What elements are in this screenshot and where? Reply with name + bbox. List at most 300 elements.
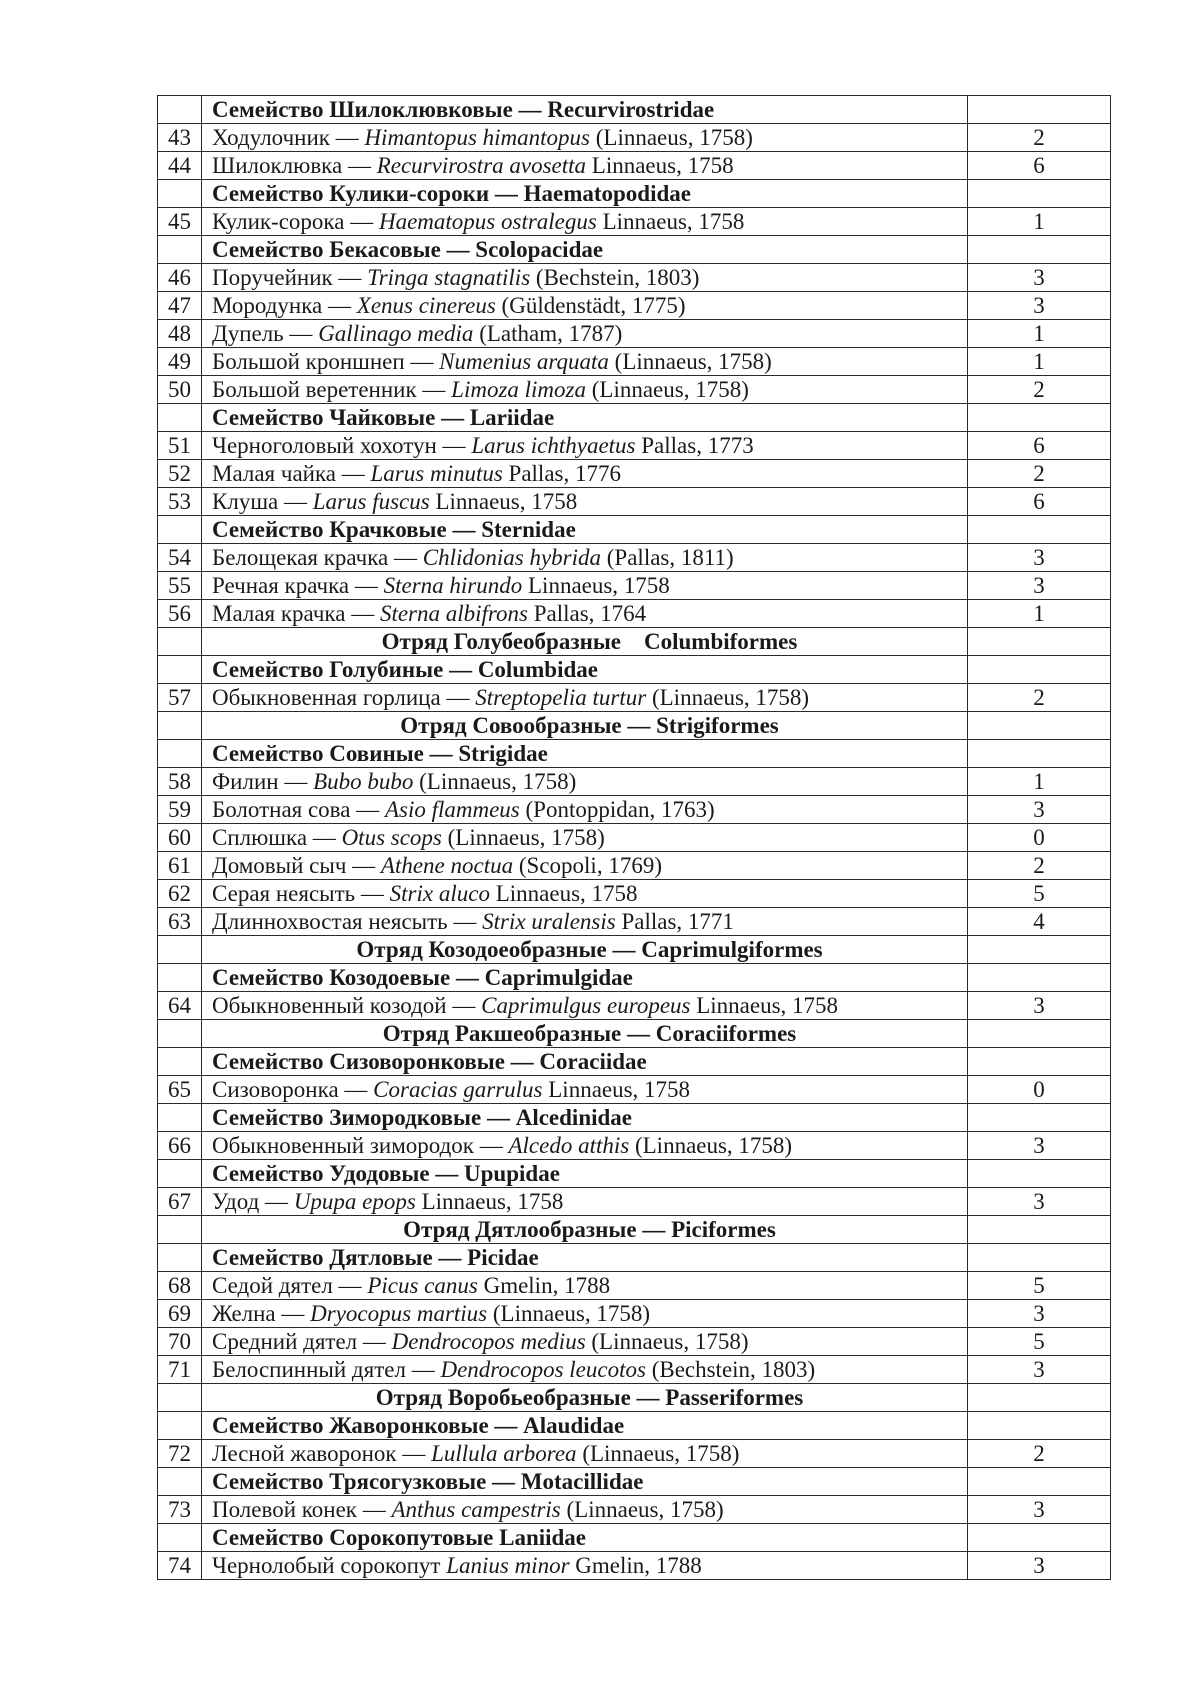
- species-name: [202, 824, 968, 852]
- order-title: Отряд Воробьеобразные — Passeriformes: [202, 1384, 968, 1412]
- row-number: [158, 1104, 202, 1132]
- author-year: (Linnaeus, 1758): [585, 1329, 749, 1354]
- species-name: [202, 880, 968, 908]
- row-number: [158, 96, 202, 124]
- author-year: (Pallas, 1811): [601, 545, 734, 570]
- russian-name: Серая неясыть —: [212, 881, 390, 906]
- row-number: 62: [158, 880, 202, 908]
- species-name: [202, 488, 968, 516]
- author-year: (Linnaeus, 1758): [646, 685, 810, 710]
- order-header-row: [158, 628, 1111, 656]
- latin-name: Lullula arborea: [431, 1441, 577, 1466]
- order-title: Отряд Дятлообразные — Piciformes: [202, 1216, 968, 1244]
- abundance-value: 1: [968, 320, 1111, 348]
- order-title: Отряд Совообразные — Strigiformes: [202, 712, 968, 740]
- row-number: [158, 656, 202, 684]
- latin-name: Otus scops: [341, 825, 442, 850]
- abundance-value: [968, 516, 1111, 544]
- row-number: [158, 964, 202, 992]
- author-year: (Linnaeus, 1758): [586, 377, 749, 402]
- row-number: 47: [158, 292, 202, 320]
- species-name: [202, 572, 968, 600]
- russian-name: Черноголовый хохотун —: [212, 433, 472, 458]
- abundance-value: 3: [968, 1496, 1111, 1524]
- author-year: Pallas, 1764: [527, 601, 647, 626]
- species-row: [158, 600, 1111, 628]
- abundance-value: 4: [968, 908, 1111, 936]
- russian-name: Большой веретенник —: [212, 377, 452, 402]
- russian-name: Болотная сова —: [212, 797, 385, 822]
- family-title: Семейство Удодовые — Upupidae: [202, 1160, 968, 1188]
- row-number: 56: [158, 600, 202, 628]
- author-year: (Linnaeus, 1758): [576, 1441, 740, 1466]
- species-name: [202, 1328, 968, 1356]
- species-row: [158, 1496, 1111, 1524]
- order-header-row: [158, 1384, 1111, 1412]
- russian-name: Обыкновенный козодой —: [212, 993, 482, 1018]
- species-row: [158, 824, 1111, 852]
- latin-name: Tringa stagnatilis: [367, 265, 531, 290]
- russian-name: Ходулочник —: [212, 125, 365, 150]
- row-number: 57: [158, 684, 202, 712]
- row-number: 52: [158, 460, 202, 488]
- family-header-row: [158, 1524, 1111, 1552]
- species-name: [202, 1188, 968, 1216]
- abundance-value: 3: [968, 1300, 1111, 1328]
- row-number: 59: [158, 796, 202, 824]
- row-number: [158, 1244, 202, 1272]
- russian-name: Длиннохвостая неясыть —: [212, 909, 483, 934]
- row-number: [158, 712, 202, 740]
- author-year: (Linnaeus, 1758): [608, 349, 772, 374]
- species-name: [202, 600, 968, 628]
- species-name: [202, 684, 968, 712]
- species-name: [202, 124, 968, 152]
- author-year: (Linnaeus, 1758): [629, 1133, 793, 1158]
- family-header-row: [158, 1104, 1111, 1132]
- species-name: [202, 264, 968, 292]
- russian-name: Сизоворонка —: [212, 1077, 374, 1102]
- author-year: (Scopoli, 1769): [513, 853, 662, 878]
- latin-name: Larus fuscus: [312, 489, 430, 514]
- author-year: (Bechstein, 1803): [530, 265, 700, 290]
- author-year: Gmelin, 1788: [569, 1553, 702, 1578]
- abundance-value: [968, 1048, 1111, 1076]
- species-row: [158, 572, 1111, 600]
- latin-name: Alcedo atthis: [508, 1133, 630, 1158]
- abundance-value: 2: [968, 460, 1111, 488]
- author-year: (Linnaeus, 1758): [589, 125, 753, 150]
- abundance-value: [968, 740, 1111, 768]
- order-title: Отряд Голубеобразные Columbiformes: [202, 628, 968, 656]
- row-number: [158, 740, 202, 768]
- abundance-value: [968, 180, 1111, 208]
- species-row: [158, 880, 1111, 908]
- family-title: Семейство Сизоворонковые — Coraciidae: [202, 1048, 968, 1076]
- species-row: [158, 992, 1111, 1020]
- russian-name: Мородунка —: [212, 293, 357, 318]
- species-table-body: [158, 96, 1111, 1580]
- abundance-value: 6: [968, 432, 1111, 460]
- row-number: [158, 516, 202, 544]
- species-name: [202, 1076, 968, 1104]
- species-row: [158, 264, 1111, 292]
- species-row: [158, 1188, 1111, 1216]
- species-name: [202, 908, 968, 936]
- row-number: 53: [158, 488, 202, 516]
- row-number: [158, 628, 202, 656]
- latin-name: Upupa epops: [293, 1189, 416, 1214]
- russian-name: Обыкновенный зимородок —: [212, 1133, 509, 1158]
- family-title: Семейство Чайковые — Lariidae: [202, 404, 968, 432]
- russian-name: Кулик-сорока —: [212, 209, 379, 234]
- latin-name: Haematopus ostralegus: [378, 209, 597, 234]
- family-header-row: [158, 1468, 1111, 1496]
- row-number: [158, 1160, 202, 1188]
- latin-name: Gallinago media: [318, 321, 474, 346]
- russian-name: Малая чайка —: [212, 461, 371, 486]
- abundance-value: [968, 1524, 1111, 1552]
- species-row: [158, 1328, 1111, 1356]
- russian-name: Малая крачка —: [212, 601, 380, 626]
- abundance-value: [968, 1160, 1111, 1188]
- species-name: [202, 1496, 968, 1524]
- species-name: [202, 460, 968, 488]
- abundance-value: 6: [968, 152, 1111, 180]
- abundance-value: [968, 1020, 1111, 1048]
- abundance-value: 6: [968, 488, 1111, 516]
- row-number: 43: [158, 124, 202, 152]
- family-title: Семейство Трясогузковые — Motacillidae: [202, 1468, 968, 1496]
- abundance-value: 2: [968, 852, 1111, 880]
- latin-name: Numenius arquata: [439, 349, 609, 374]
- author-year: Linnaeus, 1758: [429, 489, 578, 514]
- family-title: Семейство Шилоклювковые — Recurvirostridae: [202, 96, 968, 124]
- row-number: 70: [158, 1328, 202, 1356]
- species-row: [158, 152, 1111, 180]
- species-row: [158, 460, 1111, 488]
- species-name: [202, 348, 968, 376]
- row-number: 61: [158, 852, 202, 880]
- order-header-row: [158, 1020, 1111, 1048]
- author-year: Gmelin, 1788: [477, 1273, 611, 1298]
- abundance-value: 2: [968, 1440, 1111, 1468]
- family-header-row: [158, 1048, 1111, 1076]
- latin-name: Dendrocopos leucotos: [440, 1357, 646, 1382]
- species-row: [158, 796, 1111, 824]
- row-number: 69: [158, 1300, 202, 1328]
- row-number: 73: [158, 1496, 202, 1524]
- latin-name: Limoza limoza: [451, 377, 586, 402]
- row-number: [158, 180, 202, 208]
- species-name: [202, 1356, 968, 1384]
- species-row: [158, 348, 1111, 376]
- family-header-row: [158, 656, 1111, 684]
- abundance-value: 5: [968, 1328, 1111, 1356]
- row-number: 46: [158, 264, 202, 292]
- author-year: (Linnaeus, 1758): [413, 769, 577, 794]
- row-number: [158, 1524, 202, 1552]
- row-number: [158, 1412, 202, 1440]
- author-year: Linnaeus, 1758: [596, 209, 745, 234]
- row-number: 74: [158, 1552, 202, 1580]
- family-header-row: [158, 740, 1111, 768]
- abundance-value: 2: [968, 124, 1111, 152]
- author-year: Pallas, 1773: [635, 433, 754, 458]
- family-title: Семейство Сорокопутовые Laniidae: [202, 1524, 968, 1552]
- russian-name: Обыкновенная горлица —: [212, 685, 476, 710]
- abundance-value: [968, 964, 1111, 992]
- latin-name: Strix aluco: [389, 881, 490, 906]
- abundance-value: [968, 712, 1111, 740]
- family-header-row: [158, 516, 1111, 544]
- latin-name: Asio flammeus: [384, 797, 520, 822]
- abundance-value: 5: [968, 1272, 1111, 1300]
- family-title: Семейство Бекасовые — Scolopacidae: [202, 236, 968, 264]
- family-header-row: [158, 1244, 1111, 1272]
- author-year: Pallas, 1771: [615, 909, 734, 934]
- order-title: Отряд Козодоеобразные — Caprimulgiformes: [202, 936, 968, 964]
- abundance-value: 3: [968, 572, 1111, 600]
- species-row: [158, 320, 1111, 348]
- latin-name: Xenus cinereus: [356, 293, 496, 318]
- row-number: [158, 404, 202, 432]
- abundance-value: 0: [968, 824, 1111, 852]
- russian-name: Шилоклювка —: [212, 153, 377, 178]
- species-name: [202, 432, 968, 460]
- row-number: 60: [158, 824, 202, 852]
- species-name: [202, 292, 968, 320]
- author-year: (Linnaeus, 1758): [560, 1497, 724, 1522]
- russian-name: Полевой конек —: [212, 1497, 392, 1522]
- row-number: 55: [158, 572, 202, 600]
- author-year: Pallas, 1776: [502, 461, 621, 486]
- abundance-value: [968, 628, 1111, 656]
- species-name: [202, 544, 968, 572]
- abundance-value: [968, 236, 1111, 264]
- author-year: (Linnaeus, 1758): [487, 1301, 651, 1326]
- russian-name: Седой дятел —: [212, 1273, 368, 1298]
- species-name: [202, 1440, 968, 1468]
- latin-name: Picus canus: [367, 1273, 478, 1298]
- latin-name: Streptopelia turtur: [475, 685, 647, 710]
- author-year: Linnaeus, 1758: [415, 1189, 564, 1214]
- abundance-value: 2: [968, 684, 1111, 712]
- abundance-value: 3: [968, 292, 1111, 320]
- russian-name: Поручейник —: [212, 265, 368, 290]
- species-row: [158, 852, 1111, 880]
- russian-name: Средний дятел —: [212, 1329, 392, 1354]
- family-title: Семейство Кулики-сороки — Haematopodidae: [202, 180, 968, 208]
- latin-name: Larus ichthyaetus: [471, 433, 636, 458]
- species-name: [202, 796, 968, 824]
- family-title: Семейство Голубиные — Columbidae: [202, 656, 968, 684]
- abundance-value: [968, 936, 1111, 964]
- abundance-value: 5: [968, 880, 1111, 908]
- species-row: [158, 1356, 1111, 1384]
- latin-name: Strix uralensis: [482, 909, 616, 934]
- russian-name: Чернолобый сорокопут: [212, 1553, 447, 1578]
- row-number: 45: [158, 208, 202, 236]
- abundance-value: 1: [968, 348, 1111, 376]
- abundance-value: 3: [968, 1356, 1111, 1384]
- row-number: 64: [158, 992, 202, 1020]
- author-year: Linnaeus, 1758: [489, 881, 638, 906]
- abundance-value: [968, 1468, 1111, 1496]
- family-header-row: [158, 964, 1111, 992]
- family-title: Семейство Зимородковые — Alcedinidae: [202, 1104, 968, 1132]
- row-number: [158, 1384, 202, 1412]
- author-year: (Linnaeus, 1758): [441, 825, 605, 850]
- species-table: [157, 95, 1111, 1580]
- family-title: Семейство Крачковые — Sternidae: [202, 516, 968, 544]
- species-row: [158, 684, 1111, 712]
- family-title: Семейство Дятловые — Picidae: [202, 1244, 968, 1272]
- latin-name: Himantopus himantopus: [364, 125, 590, 150]
- family-header-row: [158, 404, 1111, 432]
- family-header-row: [158, 1412, 1111, 1440]
- russian-name: Большой кроншнеп —: [212, 349, 440, 374]
- row-number: [158, 1020, 202, 1048]
- order-header-row: [158, 712, 1111, 740]
- abundance-value: 3: [968, 992, 1111, 1020]
- species-row: [158, 544, 1111, 572]
- family-header-row: [158, 180, 1111, 208]
- species-row: [158, 376, 1111, 404]
- russian-name: Домовый сыч —: [212, 853, 381, 878]
- family-title: Семейство Жаворонковые — Alaudidae: [202, 1412, 968, 1440]
- species-row: [158, 432, 1111, 460]
- row-number: 72: [158, 1440, 202, 1468]
- family-title: Семейство Совиные — Strigidae: [202, 740, 968, 768]
- latin-name: Dryocopus martius: [310, 1301, 488, 1326]
- russian-name: Речная крачка —: [212, 573, 384, 598]
- species-row: [158, 1300, 1111, 1328]
- species-name: [202, 992, 968, 1020]
- row-number: [158, 936, 202, 964]
- species-name: [202, 320, 968, 348]
- family-title: Семейство Козодоевые — Caprimulgidae: [202, 964, 968, 992]
- species-name: [202, 152, 968, 180]
- author-year: (Güldenstädt, 1775): [495, 293, 686, 318]
- species-row: [158, 488, 1111, 516]
- latin-name: Bubo bubo: [313, 769, 414, 794]
- species-row: [158, 124, 1111, 152]
- row-number: [158, 1048, 202, 1076]
- latin-name: Sterna hirundo: [383, 573, 523, 598]
- author-year: Linnaeus, 1758: [690, 993, 839, 1018]
- species-row: [158, 908, 1111, 936]
- family-header-row: [158, 1160, 1111, 1188]
- row-number: [158, 236, 202, 264]
- abundance-value: 3: [968, 796, 1111, 824]
- abundance-value: [968, 404, 1111, 432]
- latin-name: Recurvirostra avosetta: [376, 153, 587, 178]
- latin-name: Athene noctua: [380, 853, 514, 878]
- abundance-value: [968, 656, 1111, 684]
- row-number: 44: [158, 152, 202, 180]
- russian-name: Лесной жаворонок —: [212, 1441, 432, 1466]
- latin-name: Anthus campestris: [391, 1497, 561, 1522]
- row-number: 49: [158, 348, 202, 376]
- abundance-value: [968, 96, 1111, 124]
- abundance-value: 1: [968, 600, 1111, 628]
- row-number: 65: [158, 1076, 202, 1104]
- row-number: 58: [158, 768, 202, 796]
- abundance-value: 1: [968, 208, 1111, 236]
- order-header-row: [158, 936, 1111, 964]
- species-row: [158, 208, 1111, 236]
- russian-name: Дупель —: [212, 321, 319, 346]
- species-row: [158, 1132, 1111, 1160]
- abundance-value: 3: [968, 1552, 1111, 1580]
- row-number: 68: [158, 1272, 202, 1300]
- latin-name: Dendrocopos medius: [391, 1329, 586, 1354]
- abundance-value: 1: [968, 768, 1111, 796]
- species-row: [158, 292, 1111, 320]
- russian-name: Клуша —: [212, 489, 313, 514]
- species-name: [202, 1552, 968, 1580]
- row-number: 71: [158, 1356, 202, 1384]
- russian-name: Желна —: [212, 1301, 311, 1326]
- species-row: [158, 1440, 1111, 1468]
- abundance-value: [968, 1244, 1111, 1272]
- author-year: Linnaeus, 1758: [522, 573, 670, 598]
- abundance-value: [968, 1384, 1111, 1412]
- species-name: [202, 1300, 968, 1328]
- russian-name: Белоспинный дятел —: [212, 1357, 441, 1382]
- russian-name: Сплюшка —: [212, 825, 342, 850]
- row-number: 51: [158, 432, 202, 460]
- species-name: [202, 852, 968, 880]
- species-name: [202, 208, 968, 236]
- species-row: [158, 1552, 1111, 1580]
- abundance-value: [968, 1104, 1111, 1132]
- abundance-value: 3: [968, 264, 1111, 292]
- latin-name: Sterna albifrons: [379, 601, 528, 626]
- latin-name: Chlidonias hybrida: [422, 545, 602, 570]
- author-year: (Bechstein, 1803): [645, 1357, 816, 1382]
- species-name: [202, 376, 968, 404]
- order-header-row: [158, 1216, 1111, 1244]
- row-number: 50: [158, 376, 202, 404]
- abundance-value: 3: [968, 544, 1111, 572]
- abundance-value: [968, 1412, 1111, 1440]
- row-number: [158, 1216, 202, 1244]
- latin-name: Caprimulgus europeus: [481, 993, 691, 1018]
- species-name: [202, 1132, 968, 1160]
- russian-name: Белощекая крачка —: [212, 545, 423, 570]
- row-number: 67: [158, 1188, 202, 1216]
- row-number: [158, 1468, 202, 1496]
- abundance-value: [968, 1216, 1111, 1244]
- latin-name: Coracias garrulus: [373, 1077, 543, 1102]
- latin-name: Lanius minor: [446, 1553, 570, 1578]
- row-number: 63: [158, 908, 202, 936]
- order-title: Отряд Ракшеобразные — Coraciiformes: [202, 1020, 968, 1048]
- species-row: [158, 768, 1111, 796]
- abundance-value: 3: [968, 1188, 1111, 1216]
- author-year: (Latham, 1787): [473, 321, 623, 346]
- species-row: [158, 1076, 1111, 1104]
- abundance-value: 0: [968, 1076, 1111, 1104]
- author-year: Linnaeus, 1758: [586, 153, 734, 178]
- latin-name: Larus minutus: [370, 461, 503, 486]
- russian-name: Филин —: [212, 769, 314, 794]
- species-row: [158, 1272, 1111, 1300]
- species-name: [202, 768, 968, 796]
- family-header-row: [158, 236, 1111, 264]
